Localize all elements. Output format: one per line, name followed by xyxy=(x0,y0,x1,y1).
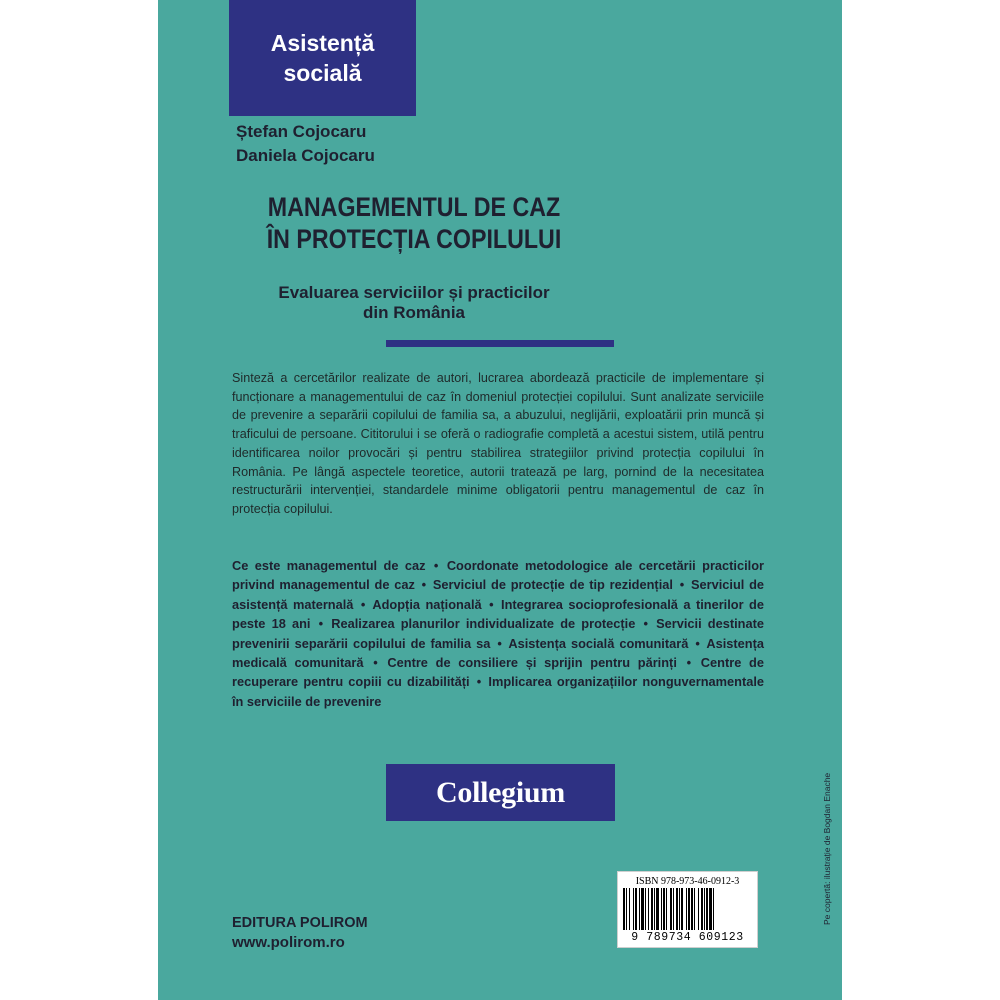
topic-separator: • xyxy=(318,616,324,632)
publisher-name: EDITURA POLIROM xyxy=(232,915,368,931)
divider-bar xyxy=(386,340,614,347)
barcode-bar xyxy=(698,888,699,930)
barcode-bar xyxy=(681,888,683,930)
barcode-bar xyxy=(686,888,687,930)
barcode-bar xyxy=(656,888,659,930)
subtitle-line-1: Evaluarea serviciilor și practicilor xyxy=(278,283,550,302)
isbn-number: ISBN 978-973-46-0912-3 xyxy=(635,876,740,887)
barcode-digits: 9 789734 609123 xyxy=(631,931,744,944)
publisher-logo xyxy=(386,764,615,821)
barcode-bar xyxy=(641,888,644,930)
barcode-bar xyxy=(666,888,667,930)
title-line-1: MANAGEMENTUL DE CAZ xyxy=(267,192,561,222)
topic-item: Servicii destinate prevenirii separării copilului de familia sa xyxy=(232,616,764,651)
barcode-bar xyxy=(629,888,630,930)
barcode-bar xyxy=(676,888,678,930)
barcode-bar xyxy=(706,888,708,930)
topic-separator: • xyxy=(643,616,648,632)
series-line-2: socială xyxy=(283,60,362,86)
publisher-logo-text: Collegium xyxy=(436,775,565,809)
subtitle-line-2: din România xyxy=(362,303,465,322)
topic-item: Centre de recuperare pentru copiii cu dizabilități xyxy=(232,655,764,690)
barcode-bar xyxy=(663,888,665,930)
barcode-bar xyxy=(704,888,705,930)
barcode-bar xyxy=(651,888,653,930)
publisher-website: www.polirom.ro xyxy=(232,934,345,951)
barcode-bar xyxy=(648,888,649,930)
topic-item: Serviciul de protecție de tip rezidențial xyxy=(432,577,673,593)
author-1: Ștefan Cojocaru xyxy=(236,122,367,141)
book-title xyxy=(216,191,612,255)
barcode-bar xyxy=(673,888,674,930)
barcode-bar xyxy=(626,888,627,930)
topic-separator: • xyxy=(489,596,494,612)
barcode-bar xyxy=(701,888,703,930)
book-subtitle xyxy=(234,283,594,323)
barcode-bar xyxy=(709,888,712,930)
barcode-bar xyxy=(635,888,637,930)
authors xyxy=(236,120,536,168)
barcode-bar xyxy=(633,888,634,930)
topic-item: Realizarea planurilor individualizate de protecție xyxy=(331,616,636,632)
topic-separator: • xyxy=(421,577,427,593)
topic-separator: • xyxy=(695,635,700,651)
barcode-bar xyxy=(694,888,695,930)
blurb-paragraph: Sinteză a cercetărilor realizate de autori, lucrarea abordează practicile de implementare și funcționare a managementului de caz în domeniul protecției copilului. Sunt analizate serviciile de prevenire a separării copilului de familia sa, a abuzului, neglijării, exploatării prin muncă și traficului de persoane. Cititorului i se oferă o radiografie completă a acestui sistem, utilă pentru identificarea noilor provocări și pentru stabilirea strategiilor privind protecția copilului în România. Pe lângă aspectele teoretice, autorii tratează pe larg, pornind de la necesitatea restructurării intervenției, standardele minime obligatorii pentru managementul de caz în protecția copilului. xyxy=(232,371,764,516)
barcode-bar xyxy=(639,888,640,930)
barcode-bar xyxy=(679,888,680,930)
topic-separator: • xyxy=(497,635,502,651)
topic-item: Integrarea socioprofesională a tinerilor de peste 18 ani xyxy=(232,596,764,632)
barcode-bar xyxy=(661,888,662,930)
title-line-2: ÎN PROTECȚIA COPILULUI xyxy=(266,224,562,254)
barcode-bar xyxy=(645,888,646,930)
isbn-block xyxy=(617,871,758,948)
topic-separator: • xyxy=(679,577,685,593)
topic-separator: • xyxy=(360,596,366,612)
barcode-bar xyxy=(688,888,690,930)
author-2: Daniela Cojocaru xyxy=(236,146,375,165)
topic-separator: • xyxy=(433,558,439,573)
series-label xyxy=(229,0,416,116)
topic-item: Ce este managementul de caz xyxy=(232,558,426,573)
topic-item: Implicarea organizațiilor nonguvernamentale în serviciile de prevenire xyxy=(232,674,764,709)
barcode-bar xyxy=(713,888,714,930)
topic-separator: • xyxy=(686,655,692,671)
cover-credit: Pe copertă: ilustrație de Bogdan Enache xyxy=(822,772,832,925)
barcode-bar xyxy=(670,888,672,930)
topics-list xyxy=(232,556,764,711)
series-line-1: Asistență xyxy=(270,30,375,56)
topic-item: Asistența socială comunitară xyxy=(508,635,689,651)
topic-separator: • xyxy=(373,655,378,671)
topic-item: Adopția națională xyxy=(372,596,482,612)
topic-item: Coordonate metodologice ale cercetării practicilor privind managementul de caz xyxy=(232,558,765,593)
topic-item: Asistența medicală comunitară xyxy=(232,635,764,671)
barcode-bar xyxy=(623,888,625,930)
barcode-bar xyxy=(691,888,693,930)
topic-item: Serviciul de asistență maternală xyxy=(232,577,765,612)
topic-item: Centre de consiliere și sprijin pentru părinți xyxy=(387,655,677,671)
barcode xyxy=(622,888,753,930)
barcode-bar xyxy=(654,888,655,930)
topic-separator: • xyxy=(476,674,482,690)
